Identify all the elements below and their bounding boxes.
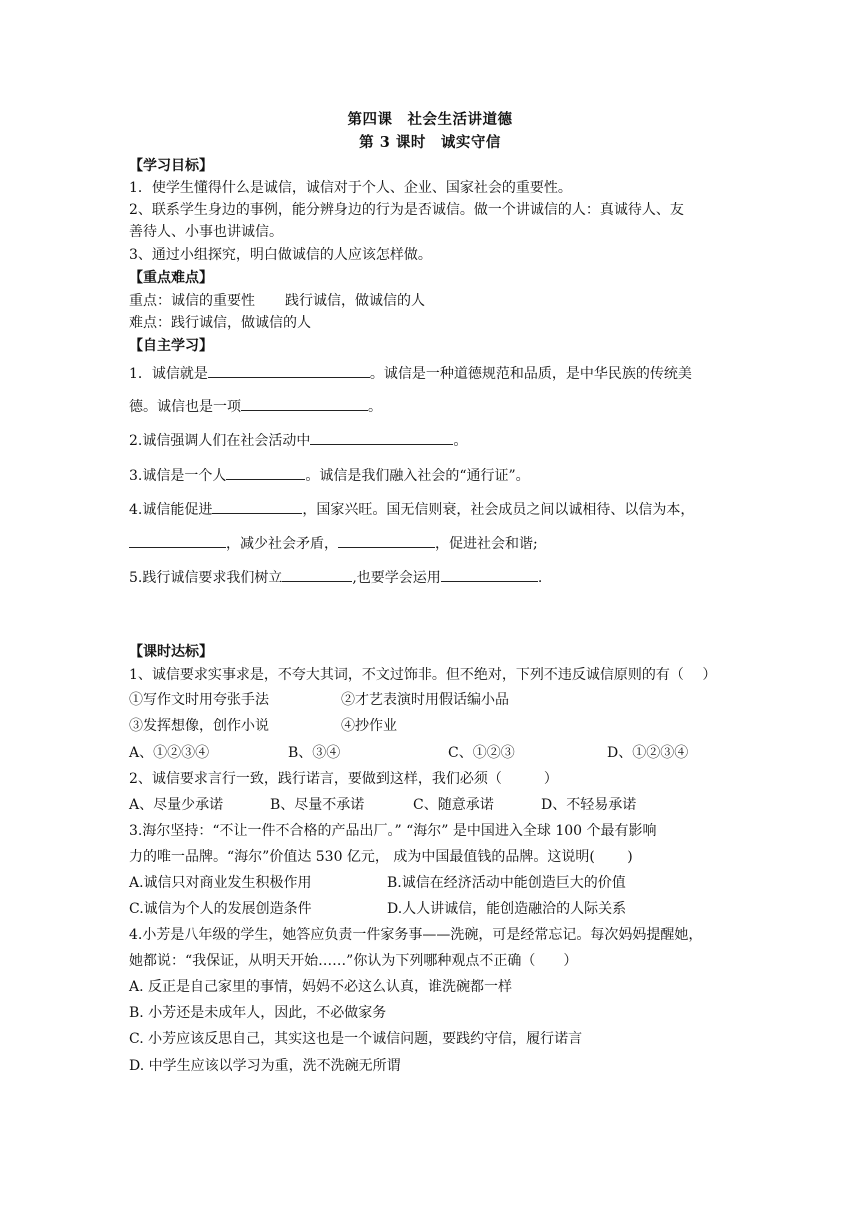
- question-3-options-row1: [129, 873, 626, 893]
- fill-blank[interactable]: [241, 397, 368, 411]
- question-4: 4.小芳是八年级的学生，她答应负责一件家务事——洗碗，可是经常忘记。每次妈妈提醒她，: [129, 927, 703, 943]
- fill-blank[interactable]: [208, 364, 370, 378]
- question-2-options: [129, 795, 636, 815]
- self-study-2: 2.诚信强调人们在社会活动中 。: [129, 433, 468, 449]
- option-a[interactable]: A、尽量少承诺: [129, 797, 224, 813]
- self-study-1-cont: 德。诚信也是一项 。: [129, 399, 382, 415]
- option-c[interactable]: C、①②③: [448, 745, 515, 761]
- self-study-5: 5.践行诚信要求我们树立 ,也要学会运用 .: [129, 570, 543, 586]
- question-3-options-row2: [129, 899, 626, 919]
- option-a[interactable]: A.诚信只对商业发生积极作用: [129, 875, 312, 891]
- option-b[interactable]: B、尽量不承诺: [270, 797, 365, 813]
- option-d[interactable]: D、①②③④: [607, 745, 689, 761]
- option-d[interactable]: D.人人讲诚信，能创造融洽的人际关系: [387, 901, 627, 917]
- option-d[interactable]: D. 中学生应该以学习为重，洗不洗碗无所谓: [129, 1058, 401, 1074]
- fill-blank[interactable]: [129, 534, 226, 548]
- question-4-cont: 她都说：“我保证，从明天开始……”你认为下列哪种观点不正确（ ）: [129, 953, 578, 969]
- lesson-title: 第四课 社会生活讲道德: [347, 111, 513, 128]
- section-heading-objectives: 【学习目标】: [129, 158, 213, 174]
- key-point-focus: [129, 291, 425, 311]
- question-1-items-row2: ③发挥想像，创作小说 ④抄作业: [129, 718, 397, 734]
- option-d[interactable]: D、不轻易承诺: [541, 797, 637, 813]
- self-study-3: 3.诚信是一个人 。诚信是我们融入社会的“通行证”。: [129, 468, 530, 484]
- focus-text: 践行诚信，做诚信的人: [285, 293, 425, 309]
- option-b[interactable]: B、③④: [288, 745, 341, 761]
- section-heading-key-points: 【重点难点】: [129, 270, 213, 286]
- question-2: 2、诚信要求言行一致，践行诺言，要做到这样，我们必须（ ）: [129, 771, 558, 787]
- fill-blank[interactable]: [338, 534, 435, 548]
- fill-blank[interactable]: [282, 568, 352, 582]
- key-point-difficulty: 难点：践行诚信，做诚信的人: [129, 315, 311, 331]
- question-1-items-row1: ①写作文时用夸张手法 ②才艺表演时用假话编小品: [129, 692, 509, 708]
- lesson-subtitle: 第 3 课时 诚实守信: [359, 134, 501, 151]
- question-3-cont: 力的唯一品牌。“海尔”价值达 530 亿元， 成为中国最值钱的品牌。这说明( ): [129, 849, 633, 865]
- objective-3: 3、通过小组探究，明白做诚信的人应该怎样做。: [129, 247, 432, 263]
- self-study-1: 1．诚信就是 。诚信是一种道德规范和品质，是中华民族的传统美: [129, 366, 692, 382]
- objective-1: 1．使学生懂得什么是诚信，诚信对于个人、企业、国家社会的重要性。: [129, 180, 572, 196]
- objective-2: 2、联系学生身边的事例，能分辨身边的行为是否诚信。做一个讲诚信的人：真诚待人、友: [129, 202, 684, 218]
- option-b[interactable]: B. 小芳还是未成年人，因此，不必做家务: [129, 1005, 387, 1021]
- option-b[interactable]: B.诚信在经济活动中能创造巨大的价值: [387, 875, 626, 891]
- question-1: 1、诚信要求实事求是，不夸大其词，不文过饰非。但不绝对，下列不违反诚信原则的有（ ）: [129, 667, 717, 683]
- self-study-4: 4.诚信能促进 ，国家兴旺。国无信则衰，社会成员之间以诚相待、以信为本，: [129, 502, 695, 518]
- question-1-options: [129, 743, 688, 763]
- section-heading-self-study: 【自主学习】: [129, 338, 213, 354]
- fill-blank[interactable]: [212, 500, 302, 514]
- option-a[interactable]: A、①②③④: [129, 745, 210, 761]
- option-c[interactable]: C.诚信为个人的发展创造条件: [129, 901, 312, 917]
- objective-2-cont: 善待人、小事也讲诚信。: [129, 224, 283, 240]
- option-c[interactable]: C. 小芳应该反思自己，其实这也是一个诚信问题，要践约守信，履行诺言: [129, 1031, 583, 1047]
- fill-blank[interactable]: [310, 431, 453, 445]
- option-a[interactable]: A. 反正是自己家里的事情，妈妈不必这么认真，谁洗碗都一样: [129, 979, 513, 995]
- fill-blank[interactable]: [226, 466, 305, 480]
- option-c[interactable]: C、随意承诺: [413, 797, 494, 813]
- section-heading-practice: 【课时达标】: [129, 644, 213, 660]
- self-study-4-cont: ，减少社会矛盾， ，促进社会和谐;: [129, 534, 538, 554]
- fill-blank[interactable]: [441, 568, 538, 582]
- question-3: 3.海尔坚持：“不让一件不合格的产品出厂。” “海尔” 是中国进入全球 100 个最有影响: [129, 823, 657, 839]
- focus-label: 重点：诚信的重要性: [129, 293, 255, 309]
